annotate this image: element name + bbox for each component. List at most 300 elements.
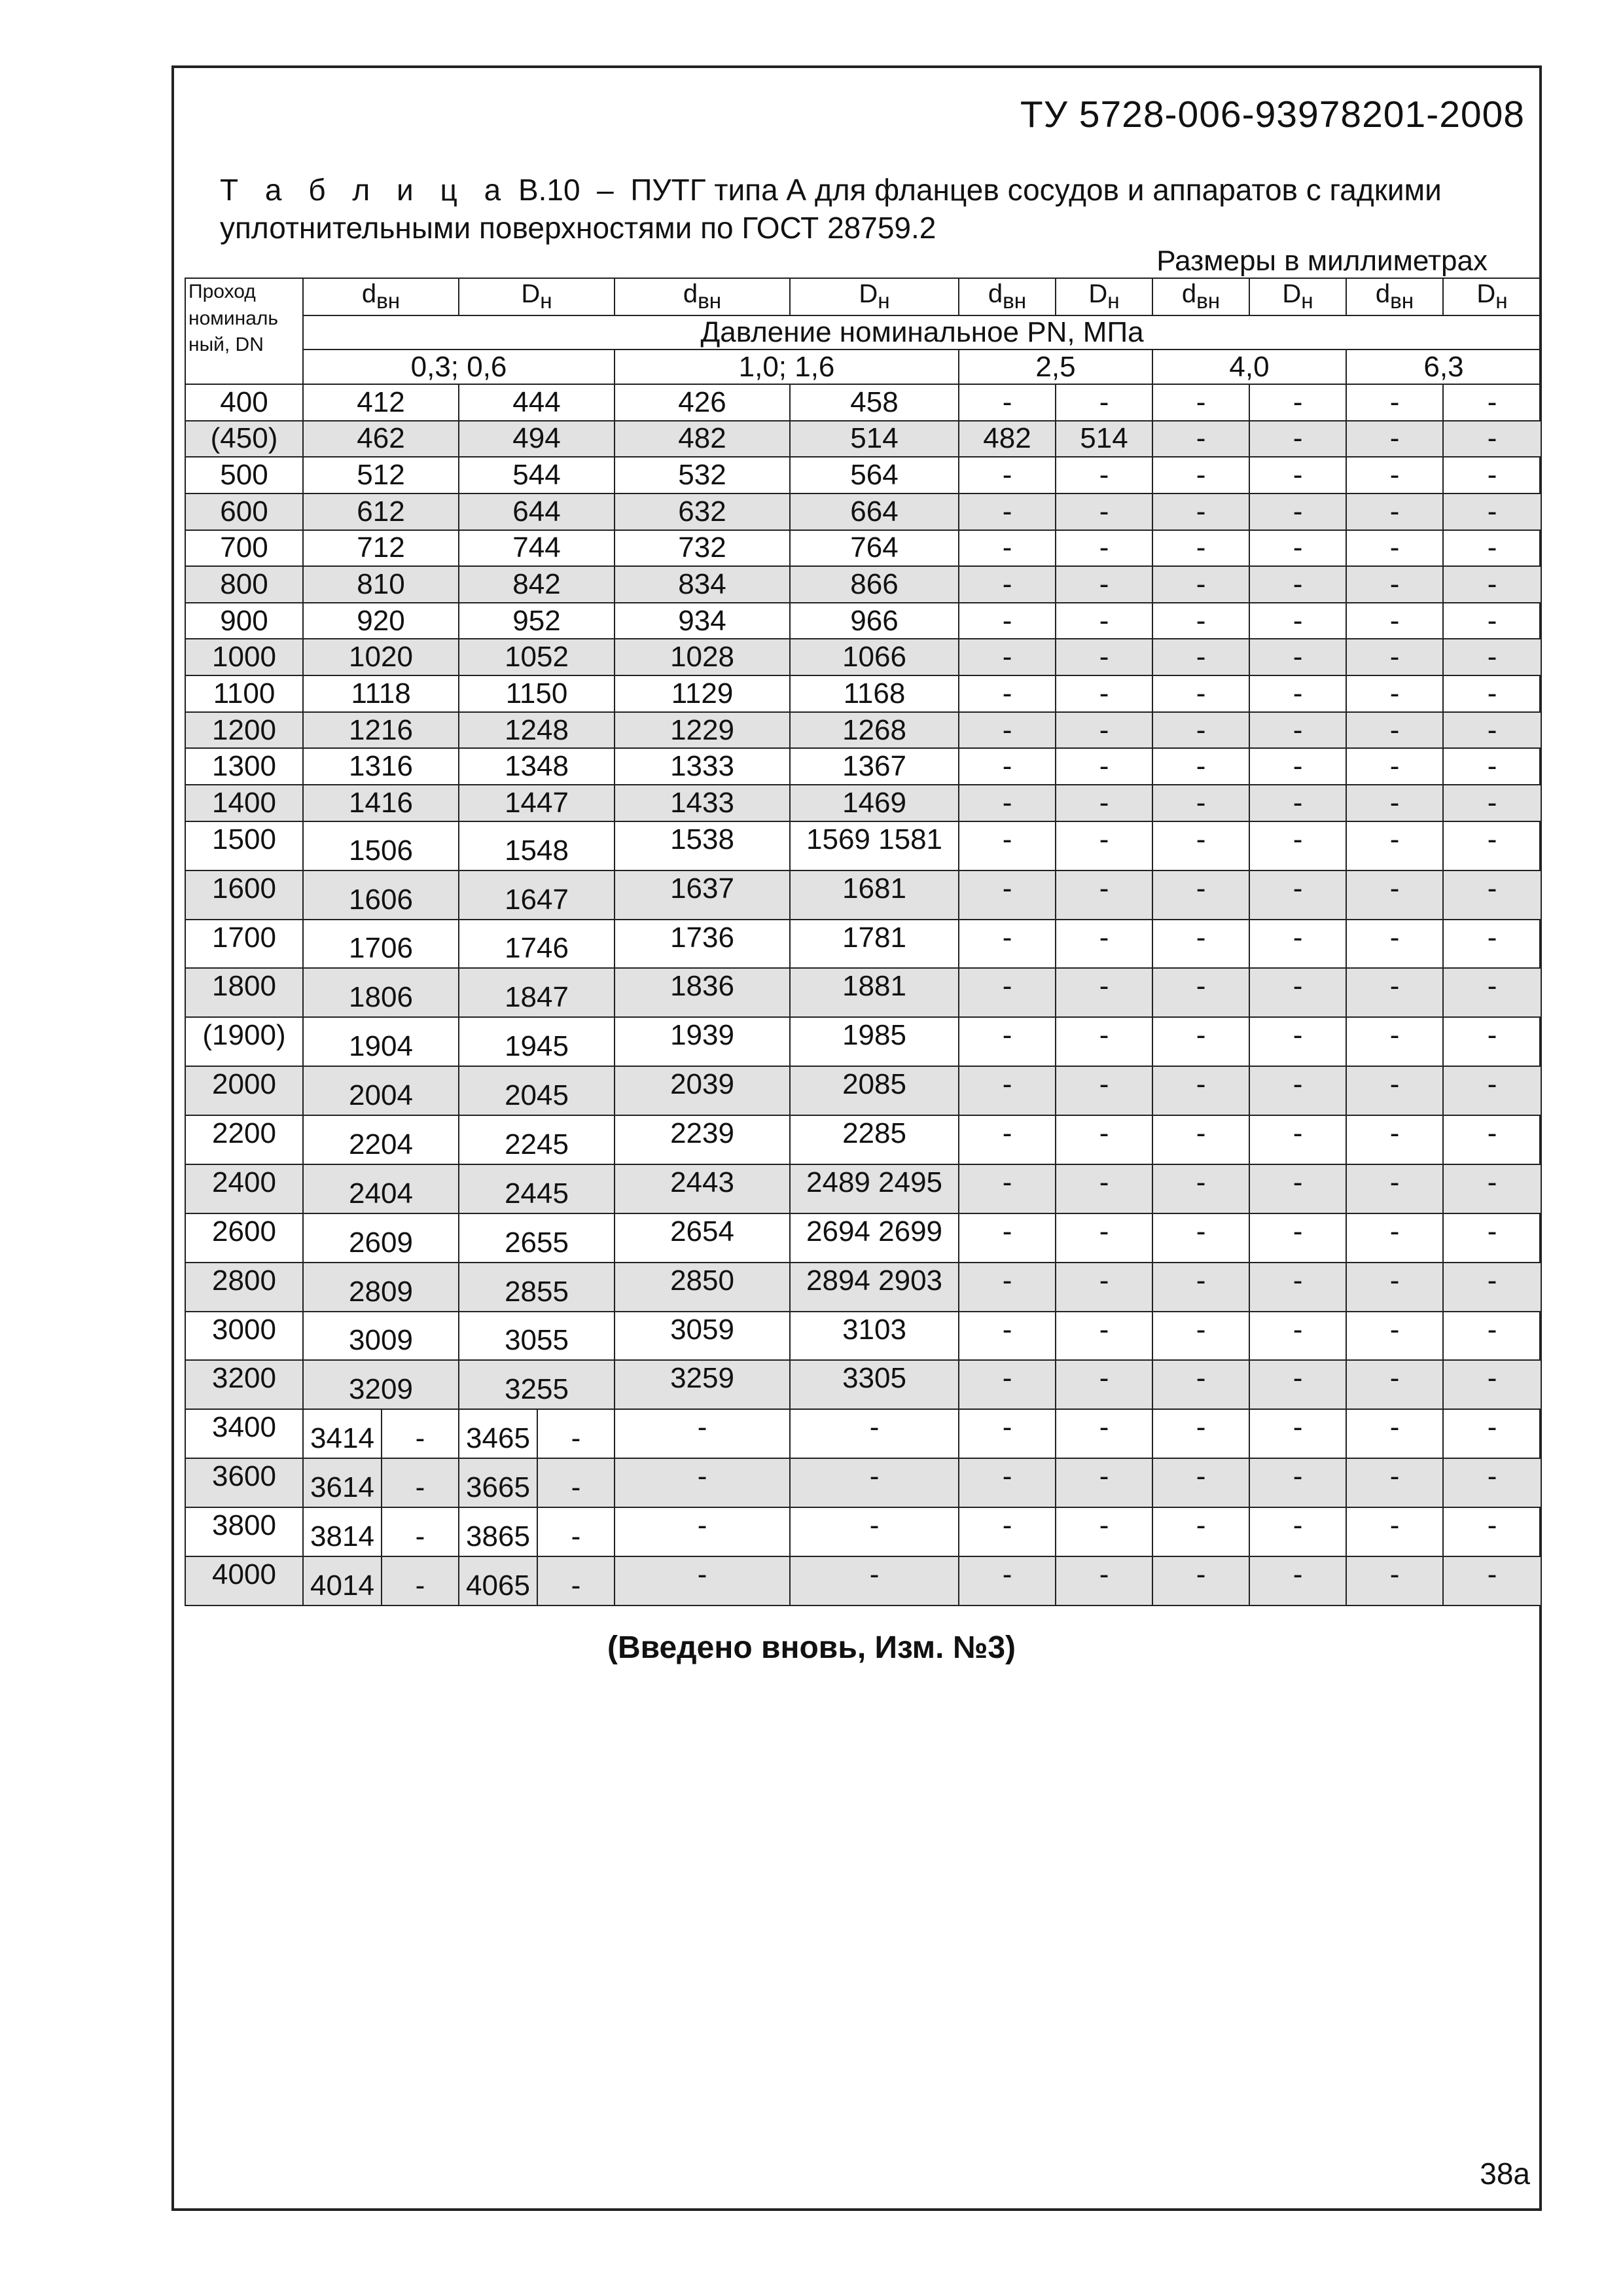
document-code: ТУ 5728-006-93978201-2008 <box>1020 94 1525 135</box>
dn-outer-cell: - <box>790 1556 959 1605</box>
dvn-cell: 1229 <box>615 712 790 749</box>
dvn-cell: - <box>1152 1507 1249 1556</box>
dn-outer-cell: - <box>1443 968 1541 1017</box>
dn-cell: 3400 <box>185 1409 303 1458</box>
dvn-cell: 810 <box>303 566 459 603</box>
pressure-4-0: 4,0 <box>1152 350 1346 384</box>
dvn-cell: - <box>1346 920 1443 969</box>
header-row-pressure <box>185 315 1541 350</box>
dvn-cell: - <box>1346 1164 1443 1213</box>
dvn-cell: 1706 <box>303 920 459 969</box>
dvn-cell: - <box>1346 1263 1443 1312</box>
dvn-cell: 3414 <box>303 1409 382 1458</box>
dvn-cell: - <box>1152 1556 1249 1605</box>
dvn-cell: - <box>1152 1164 1249 1213</box>
dvn-cell: 2850 <box>615 1263 790 1312</box>
dvn-cell: 2443 <box>615 1164 790 1213</box>
dn-outer-cell: 966 <box>790 603 959 639</box>
dvn-cell: 1333 <box>615 748 790 785</box>
dn-outer-cell: 3103 <box>790 1312 959 1361</box>
dn-cell: 3000 <box>185 1312 303 1361</box>
dvn-cell: - <box>1152 530 1249 567</box>
table-row <box>185 1066 1541 1115</box>
table-row <box>185 1115 1541 1164</box>
dvn-cell: 482 <box>959 421 1056 457</box>
dn-outer-cell: 1548 <box>459 821 615 870</box>
dn-outer-cell: 866 <box>790 566 959 603</box>
dn-outer-cell: 2245 <box>459 1115 615 1164</box>
table-row <box>185 1263 1541 1312</box>
dn-outer-cell: - <box>1443 1556 1541 1605</box>
dvn-cell: 3059 <box>615 1312 790 1361</box>
dn-outer-cell: - <box>1056 1312 1152 1361</box>
dn-outer-cell: - <box>1443 384 1541 421</box>
dvn-cell: 712 <box>303 530 459 567</box>
dvn-cell: 1506 <box>303 821 459 870</box>
dn-outer-cell: 564 <box>790 457 959 493</box>
pressure-6-3: 6,3 <box>1346 350 1541 384</box>
dn-cell: 1400 <box>185 785 303 821</box>
dvn-cell: 1806 <box>303 968 459 1017</box>
dn-outer-cell: - <box>1249 1312 1346 1361</box>
dvn-cell: - <box>959 1458 1056 1507</box>
dn-outer-cell: - <box>1056 457 1152 493</box>
dn-outer-cell: - <box>1056 1164 1152 1213</box>
dn-outer-cell: 2855 <box>459 1263 615 1312</box>
dvn-cell: 412 <box>303 384 459 421</box>
dvn-cell: 1433 <box>615 785 790 821</box>
dn-outer-cell: - <box>1249 1556 1346 1605</box>
table-row <box>185 1213 1541 1263</box>
dn-cell: 700 <box>185 530 303 567</box>
dn-outer-cell: - <box>1249 870 1346 920</box>
dvn-cell: - <box>959 639 1056 675</box>
dvn-cell: - <box>1152 920 1249 969</box>
dvn-cell: 1939 <box>615 1017 790 1066</box>
dn-outer-cell: - <box>1249 493 1346 530</box>
dn-outer-cell: - <box>1443 1213 1541 1263</box>
dn-outer-cell: 744 <box>459 530 615 567</box>
dvn-cell: - <box>1346 1312 1443 1361</box>
dvn-cell: 3259 <box>615 1360 790 1409</box>
dn-outer-cell: - <box>1249 920 1346 969</box>
dn-cell: 2200 <box>185 1115 303 1164</box>
dn-outer-cell: - <box>1443 1507 1541 1556</box>
dn-outer-cell-extra: - <box>537 1507 615 1556</box>
amendment-note: (Введено вновь, Изм. №3) <box>607 1630 1016 1665</box>
table-row <box>185 821 1541 870</box>
dn-cell: (450) <box>185 421 303 457</box>
table-caption <box>220 171 1503 247</box>
dvn-cell: - <box>1152 870 1249 920</box>
dn-outer-cell: - <box>1056 1017 1152 1066</box>
dn-outer-cell: - <box>1056 675 1152 712</box>
dn-outer-cell: - <box>1056 748 1152 785</box>
dn-outer-cell: 494 <box>459 421 615 457</box>
table-row <box>185 748 1541 785</box>
dn-outer-cell: - <box>1249 1360 1346 1409</box>
dvn-cell: - <box>1152 1263 1249 1312</box>
dn-outer-cell: 444 <box>459 384 615 421</box>
dn-cell: 1600 <box>185 870 303 920</box>
dn-outer-cell: 4065 <box>459 1556 537 1605</box>
units-note: Размеры в миллиметрах <box>1156 245 1488 277</box>
dn-outer-cell: 1469 <box>790 785 959 821</box>
dvn-cell: - <box>959 530 1056 567</box>
dvn-cell: - <box>959 493 1056 530</box>
dn-outer-cell: - <box>1249 821 1346 870</box>
dvn-cell: - <box>959 1017 1056 1066</box>
dvn-cell: - <box>959 1360 1056 1409</box>
dvn-cell: - <box>1152 748 1249 785</box>
col-header-dvn: $d_{вн}$ <box>959 278 1056 315</box>
dvn-cell: - <box>1346 712 1443 749</box>
dn-outer-cell: - <box>1249 968 1346 1017</box>
col-header-dvn: $d_{вн}$ <box>303 278 459 315</box>
dvn-cell: 1736 <box>615 920 790 969</box>
dvn-cell: - <box>1152 1213 1249 1263</box>
dvn-cell: - <box>1346 675 1443 712</box>
dvn-cell: - <box>1152 1312 1249 1361</box>
caption-dash: – <box>597 173 614 207</box>
dn-outer-cell: - <box>1249 530 1346 567</box>
dvn-cell: 1637 <box>615 870 790 920</box>
dn-cell: 1100 <box>185 675 303 712</box>
dvn-cell: - <box>959 785 1056 821</box>
dvn-cell: - <box>1346 493 1443 530</box>
dn-outer-cell: - <box>1249 1263 1346 1312</box>
table-row <box>185 1458 1541 1507</box>
dn-outer-cell: - <box>1443 457 1541 493</box>
dvn-cell: - <box>959 712 1056 749</box>
table-row <box>185 457 1541 493</box>
dvn-cell: - <box>959 1213 1056 1263</box>
dvn-cell: 920 <box>303 603 459 639</box>
col-header-dn: $D_н$ <box>1249 278 1346 315</box>
caption-text-line2: уплотнительными поверхностями по ГОСТ 28759.2 <box>220 210 936 245</box>
dvn-cell-extra: - <box>382 1556 459 1605</box>
pressure-header: Давление номинальное PN, МПа <box>303 315 1541 350</box>
table-row <box>185 1409 1541 1458</box>
table-row <box>185 639 1541 675</box>
dvn-cell: - <box>1346 785 1443 821</box>
dn-outer-cell: - <box>790 1458 959 1507</box>
dn-outer-cell-extra: - <box>537 1458 615 1507</box>
dn-outer-cell: - <box>1249 1213 1346 1263</box>
dn-outer-cell: - <box>1056 1409 1152 1458</box>
dn-cell: 1300 <box>185 748 303 785</box>
dn-outer-cell: - <box>1056 1213 1152 1263</box>
dvn-cell: - <box>1152 639 1249 675</box>
dvn-cell: 2204 <box>303 1115 459 1164</box>
dn-outer-cell: 1985 <box>790 1017 959 1066</box>
dvn-cell: - <box>615 1507 790 1556</box>
dn-outer-cell: 764 <box>790 530 959 567</box>
dvn-cell: - <box>959 920 1056 969</box>
dvn-cell: - <box>959 1164 1056 1213</box>
dn-outer-cell: 1781 <box>790 920 959 969</box>
dn-outer-cell: 1881 <box>790 968 959 1017</box>
dvn-cell: 1836 <box>615 968 790 1017</box>
table-row <box>185 785 1541 821</box>
dn-outer-cell: 1248 <box>459 712 615 749</box>
dn-outer-cell: - <box>1056 384 1152 421</box>
dvn-cell: - <box>1152 712 1249 749</box>
dvn-cell: 1020 <box>303 639 459 675</box>
dn-outer-cell: 2694 2699 <box>790 1213 959 1263</box>
table-row <box>185 1556 1541 1605</box>
dvn-cell: - <box>1152 1360 1249 1409</box>
dvn-cell: - <box>959 748 1056 785</box>
dn-outer-cell: 952 <box>459 603 615 639</box>
dn-cell: 800 <box>185 566 303 603</box>
dn-outer-cell: - <box>1443 1409 1541 1458</box>
table-row <box>185 1360 1541 1409</box>
dvn-cell: - <box>959 1263 1056 1312</box>
dn-outer-cell: 1052 <box>459 639 615 675</box>
table-row <box>185 421 1541 457</box>
dvn-cell: - <box>959 566 1056 603</box>
dn-cell: 4000 <box>185 1556 303 1605</box>
table-row <box>185 1312 1541 1361</box>
dn-outer-cell: 2655 <box>459 1213 615 1263</box>
dn-outer-cell: 514 <box>790 421 959 457</box>
dvn-cell: 2239 <box>615 1115 790 1164</box>
dn-outer-cell: 1569 1581 <box>790 821 959 870</box>
dvn-cell: - <box>1346 821 1443 870</box>
dn-outer-cell: 3665 <box>459 1458 537 1507</box>
dn-cell: 900 <box>185 603 303 639</box>
dn-outer-cell: - <box>1443 1017 1541 1066</box>
dvn-cell: 3009 <box>303 1312 459 1361</box>
dvn-cell: 482 <box>615 421 790 457</box>
dn-outer-cell: - <box>1249 748 1346 785</box>
dn-outer-cell: - <box>1443 1164 1541 1213</box>
table-row <box>185 530 1541 567</box>
dn-outer-cell: - <box>1443 421 1541 457</box>
dvn-cell: - <box>959 1312 1056 1361</box>
dvn-cell: 834 <box>615 566 790 603</box>
dvn-cell: - <box>615 1409 790 1458</box>
dn-outer-cell: - <box>1056 566 1152 603</box>
col-header-dvn: $d_{вн}$ <box>615 278 790 315</box>
dvn-cell: 1129 <box>615 675 790 712</box>
table-row <box>185 566 1541 603</box>
dvn-cell-extra: - <box>382 1409 459 1458</box>
dvn-cell: - <box>1152 457 1249 493</box>
dn-outer-cell: 644 <box>459 493 615 530</box>
dvn-cell: 1606 <box>303 870 459 920</box>
dn-outer-cell: - <box>1443 821 1541 870</box>
dn-outer-cell: - <box>790 1507 959 1556</box>
dn-outer-cell: - <box>1056 920 1152 969</box>
dn-outer-cell: - <box>1056 1507 1152 1556</box>
dvn-cell: 612 <box>303 493 459 530</box>
dvn-cell: - <box>1346 566 1443 603</box>
dvn-cell: - <box>1346 639 1443 675</box>
dvn-cell: 512 <box>303 457 459 493</box>
dvn-cell: - <box>1152 968 1249 1017</box>
dn-cell: 1700 <box>185 920 303 969</box>
dn-outer-cell: - <box>1056 821 1152 870</box>
dvn-cell: - <box>1346 384 1443 421</box>
col-header-dn: $D_н$ <box>1443 278 1541 315</box>
dn-outer-cell: - <box>1443 530 1541 567</box>
dvn-cell: - <box>1346 1066 1443 1115</box>
dvn-cell: - <box>959 1556 1056 1605</box>
dvn-cell: - <box>1152 1115 1249 1164</box>
dn-cell: 2800 <box>185 1263 303 1312</box>
table-row <box>185 920 1541 969</box>
dvn-cell: - <box>1346 968 1443 1017</box>
dn-outer-cell: 3865 <box>459 1507 537 1556</box>
dn-outer-cell: - <box>1443 1312 1541 1361</box>
table-row <box>185 1164 1541 1213</box>
dvn-cell: 4014 <box>303 1556 382 1605</box>
dn-outer-cell: - <box>1056 1115 1152 1164</box>
dn-outer-cell: - <box>1443 785 1541 821</box>
dn-outer-cell: 2489 2495 <box>790 1164 959 1213</box>
dn-cell: 1800 <box>185 968 303 1017</box>
dn-outer-cell: - <box>1056 530 1152 567</box>
dn-outer-cell: - <box>1249 1115 1346 1164</box>
dvn-cell: - <box>1152 785 1249 821</box>
dvn-cell: - <box>959 1066 1056 1115</box>
dvn-cell: 1904 <box>303 1017 459 1066</box>
dvn-cell: 2404 <box>303 1164 459 1213</box>
dvn-cell: - <box>1346 1556 1443 1605</box>
dn-outer-cell: 3305 <box>790 1360 959 1409</box>
dn-outer-cell: 3465 <box>459 1409 537 1458</box>
dvn-cell: - <box>1346 1213 1443 1263</box>
dn-outer-cell: 3255 <box>459 1360 615 1409</box>
dn-cell: 3800 <box>185 1507 303 1556</box>
caption-text-line1: ПУТГ типа А для фланцев сосудов и аппаратов с гадкими <box>630 173 1442 207</box>
dvn-cell: 2809 <box>303 1263 459 1312</box>
dvn-cell-extra: - <box>382 1507 459 1556</box>
dn-outer-cell: - <box>1249 384 1346 421</box>
dn-outer-cell: - <box>1249 639 1346 675</box>
dn-cell: 1000 <box>185 639 303 675</box>
dvn-cell: - <box>1346 870 1443 920</box>
dvn-cell: - <box>959 1115 1056 1164</box>
dn-outer-cell: 514 <box>1056 421 1152 457</box>
dn-cell: 1200 <box>185 712 303 749</box>
dn-outer-cell: 1168 <box>790 675 959 712</box>
dn-cell: 3200 <box>185 1360 303 1409</box>
header-row-columns <box>185 278 1541 315</box>
caption-number: В.10 <box>518 173 580 207</box>
table-row <box>185 712 1541 749</box>
col-header-dn: $D_н$ <box>790 278 959 315</box>
dn-outer-cell: - <box>1056 870 1152 920</box>
dn-outer-cell: 664 <box>790 493 959 530</box>
dvn-cell: 2654 <box>615 1213 790 1263</box>
dvn-cell: - <box>959 1409 1056 1458</box>
dn-cell: 2600 <box>185 1213 303 1263</box>
dn-outer-cell: 2894 2903 <box>790 1263 959 1312</box>
dn-outer-cell: - <box>1443 566 1541 603</box>
dvn-cell: - <box>1346 1360 1443 1409</box>
dvn-cell: - <box>959 603 1056 639</box>
dn-outer-cell: - <box>1443 1458 1541 1507</box>
dvn-cell: - <box>1346 603 1443 639</box>
dvn-cell: - <box>1152 566 1249 603</box>
dvn-cell: 426 <box>615 384 790 421</box>
dvn-cell: - <box>959 821 1056 870</box>
dvn-cell-extra: - <box>382 1458 459 1507</box>
dn-outer-cell: - <box>1443 603 1541 639</box>
dvn-cell: 1416 <box>303 785 459 821</box>
table-row <box>185 493 1541 530</box>
dn-outer-cell: - <box>1249 603 1346 639</box>
dn-outer-cell-extra: - <box>537 1556 615 1605</box>
dvn-cell: 2004 <box>303 1066 459 1115</box>
dvn-cell: - <box>615 1458 790 1507</box>
dvn-cell: 3814 <box>303 1507 382 1556</box>
dn-outer-cell: 1150 <box>459 675 615 712</box>
dn-outer-cell: - <box>1443 1360 1541 1409</box>
dvn-cell: - <box>959 457 1056 493</box>
dn-outer-cell: - <box>1056 493 1152 530</box>
dvn-cell: - <box>1152 821 1249 870</box>
dn-outer-cell: - <box>1249 457 1346 493</box>
col-header-dvn: $d_{вн}$ <box>1346 278 1443 315</box>
dn-outer-cell: - <box>1249 785 1346 821</box>
dn-outer-cell: - <box>1443 748 1541 785</box>
dn-cell: 2400 <box>185 1164 303 1213</box>
dn-outer-cell: - <box>1443 1115 1541 1164</box>
dvn-cell: - <box>1152 384 1249 421</box>
dvn-cell: 632 <box>615 493 790 530</box>
dn-cell: 2000 <box>185 1066 303 1115</box>
dn-outer-cell: - <box>1443 712 1541 749</box>
dvn-cell: - <box>1346 421 1443 457</box>
dvn-cell: 2039 <box>615 1066 790 1115</box>
dn-outer-cell: - <box>1056 1458 1152 1507</box>
dvn-cell: 532 <box>615 457 790 493</box>
dvn-cell: - <box>615 1556 790 1605</box>
dn-outer-cell: 1367 <box>790 748 959 785</box>
dn-outer-cell: - <box>1249 675 1346 712</box>
dvn-cell: 1538 <box>615 821 790 870</box>
dn-outer-cell: - <box>1443 1066 1541 1115</box>
dvn-cell: - <box>959 675 1056 712</box>
dn-outer-cell: 1647 <box>459 870 615 920</box>
dn-outer-cell: 544 <box>459 457 615 493</box>
dvn-cell: - <box>959 384 1056 421</box>
col-header-dvn: $d_{вн}$ <box>1152 278 1249 315</box>
dvn-cell: 1316 <box>303 748 459 785</box>
dn-outer-cell: 1847 <box>459 968 615 1017</box>
dvn-cell: 3209 <box>303 1360 459 1409</box>
table-row <box>185 1017 1541 1066</box>
dn-cell: 3600 <box>185 1458 303 1507</box>
dn-cell: 500 <box>185 457 303 493</box>
pressure-0-3-0-6: 0,3; 0,6 <box>303 350 615 384</box>
dn-outer-cell: - <box>1443 1263 1541 1312</box>
dn-outer-cell: - <box>1443 920 1541 969</box>
dn-outer-cell: 1447 <box>459 785 615 821</box>
dvn-cell: - <box>1152 675 1249 712</box>
dn-outer-cell: 2045 <box>459 1066 615 1115</box>
dvn-cell: - <box>1152 1017 1249 1066</box>
dimensions-table <box>185 278 1542 1606</box>
dvn-cell: 462 <box>303 421 459 457</box>
dvn-cell: 3614 <box>303 1458 382 1507</box>
dvn-cell: - <box>1346 457 1443 493</box>
col-header-dn: $D_н$ <box>1056 278 1152 315</box>
